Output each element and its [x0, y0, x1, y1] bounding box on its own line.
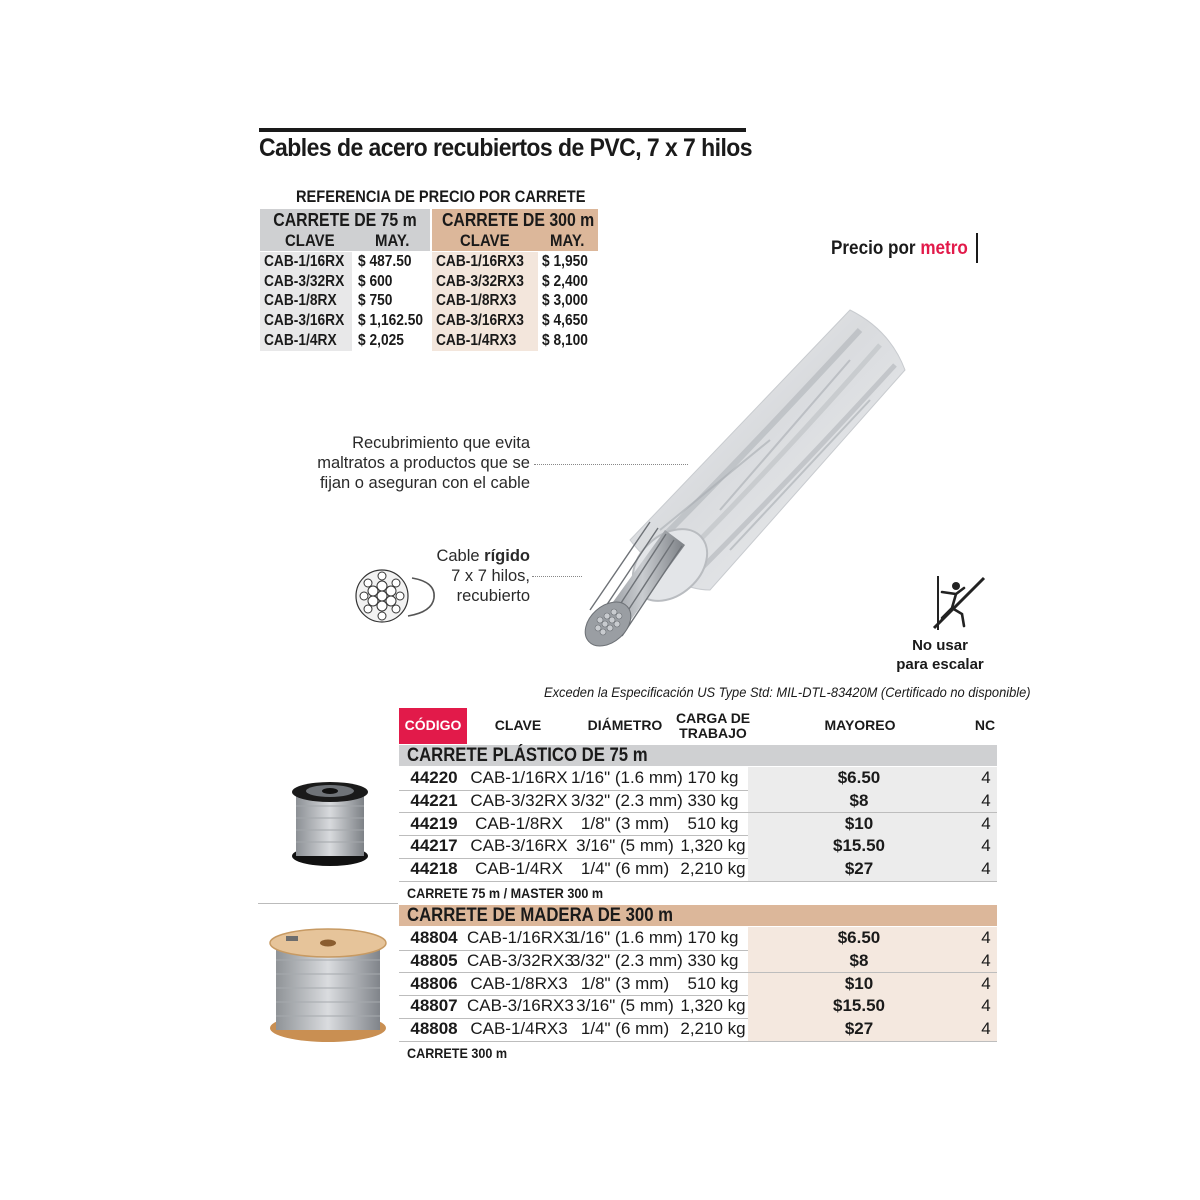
price-per-prefix: Precio por	[831, 238, 921, 259]
cell-code: 48804	[410, 928, 458, 947]
price-per-divider	[976, 233, 978, 263]
cell-diameter: 3/16" (5 mm)	[576, 996, 674, 1016]
reel300-price-label: MAY.	[550, 231, 585, 250]
cell-nc: 4	[981, 996, 991, 1016]
cell-price: $6.50	[837, 928, 881, 947]
no-climbing-warning	[892, 636, 988, 674]
cell-nc: 4	[981, 950, 991, 970]
reel300-row-key: CAB-3/16RX3	[436, 312, 524, 330]
reel300-key-label: CLAVE	[460, 231, 510, 250]
cell-code: 44221	[410, 790, 458, 810]
cell-key: CAB-1/16RX	[470, 768, 568, 787]
title-rule	[259, 128, 746, 132]
cell-diameter: 3/32" (2.3 mm)	[571, 950, 683, 970]
col-header-code-label: CÓDIGO	[404, 717, 462, 733]
reel300-row-key: CAB-1/4RX3	[436, 331, 517, 349]
reel75-row-price: $ 487.50	[358, 253, 412, 270]
reel75-row-key: CAB-1/4RX	[264, 331, 337, 349]
plastic-reel-image	[290, 776, 370, 868]
cell-nc: 4	[981, 973, 991, 993]
cell-price: $15.50	[833, 996, 885, 1016]
reel300-header	[432, 209, 598, 251]
table-row	[399, 835, 997, 859]
reel300-title: CARRETE DE 300 m	[441, 210, 595, 230]
cell-price: $8	[849, 790, 869, 810]
cable-callout-line2: 7 x 7 hilos,	[451, 567, 530, 585]
wooden-reel-image	[268, 926, 388, 1044]
cell-code: 44219	[410, 813, 458, 833]
reel300-row	[432, 253, 598, 273]
cell-diameter: 1/16" (1.6 mm)	[571, 768, 683, 787]
reel75-row	[260, 332, 430, 352]
coating-callout-line1: Recubrimiento que evita	[352, 434, 530, 452]
price-per-unit	[831, 238, 968, 260]
section-divider	[258, 903, 398, 904]
table-row	[399, 767, 997, 791]
cell-code: 44218	[410, 859, 458, 879]
cell-nc: 4	[981, 813, 991, 833]
coating-leader-line	[534, 464, 688, 465]
table-row	[399, 995, 997, 1019]
reel75-row-key: CAB-1/16RX	[264, 253, 345, 270]
table-row	[399, 950, 997, 974]
cell-diameter: 1/4" (6 mm)	[580, 859, 670, 879]
reel75-row-key: CAB-3/32RX	[264, 272, 345, 290]
cell-diameter: 3/32" (2.3 mm)	[571, 790, 683, 810]
table-row	[399, 858, 997, 882]
cell-price: $8	[849, 950, 869, 970]
col-header-load	[676, 711, 750, 741]
cell-key: CAB-3/16RX	[470, 836, 568, 856]
table-row	[399, 813, 997, 837]
coating-callout-line3: fijan o aseguran con el cable	[319, 474, 530, 492]
coating-callout-line2: maltratos a productos que se	[317, 454, 530, 472]
col-header-code	[399, 708, 467, 744]
cell-key: CAB-1/4RX3	[470, 1019, 568, 1039]
cell-key: CAB-3/32RX3	[467, 950, 574, 970]
table-row	[399, 1018, 997, 1042]
reel300-row-price: $ 1,950	[542, 253, 588, 270]
reel75-header	[260, 209, 430, 251]
cell-code: 48808	[410, 1019, 458, 1039]
cable-callout-line3: recubierto	[456, 587, 530, 605]
reel300-row-price: $ 2,400	[542, 272, 588, 290]
no-climbing-icon	[928, 574, 988, 632]
reel75-row-key: CAB-3/16RX	[264, 312, 345, 330]
cell-diameter: 3/16" (5 mm)	[576, 836, 674, 856]
cell-key: CAB-3/16RX3	[467, 996, 574, 1016]
cell-load: 330 kg	[687, 790, 739, 810]
reel75-row-price: $ 600	[358, 272, 393, 290]
reel300-row-price: $ 4,650	[542, 312, 588, 330]
cell-diameter: 1/8" (3 mm)	[580, 813, 670, 833]
coating-callout	[317, 433, 530, 493]
section-wood-reel	[399, 905, 997, 926]
cell-nc: 4	[981, 1019, 991, 1039]
cell-price: $27	[844, 1019, 874, 1039]
col-header-load-line1: CARGA DE	[676, 710, 751, 726]
table-row	[399, 927, 997, 951]
section-wood-reel-title: CARRETE DE MADERA DE 300 m	[407, 905, 674, 926]
cell-load: 510 kg	[687, 813, 739, 833]
cable-cross-section-icon	[352, 566, 442, 626]
cell-price: $27	[844, 859, 874, 879]
cable-callout	[436, 546, 530, 606]
reel300-row-key: CAB-1/16RX3	[436, 253, 524, 270]
cell-diameter: 1/8" (3 mm)	[580, 973, 670, 993]
col-header-diameter: DIÁMETRO	[587, 717, 663, 733]
reel75-row	[260, 312, 430, 332]
reel75-key-label: CLAVE	[285, 231, 335, 250]
cell-load: 330 kg	[687, 950, 739, 970]
reel75-price-label: MAY.	[375, 231, 410, 250]
table-row	[399, 790, 997, 814]
cell-code: 48805	[410, 950, 458, 970]
cell-nc: 4	[981, 928, 991, 947]
cell-price: $15.50	[833, 836, 885, 856]
section-plastic-reel	[399, 745, 997, 766]
reel75-row-price: $ 2,025	[358, 331, 404, 349]
cell-nc: 4	[981, 859, 991, 879]
spec-note: Exceden la Especificación US Type Std: MIL-DTL-83420M (Certificado no disponible)	[544, 684, 1031, 700]
coated-cable-image	[560, 290, 920, 650]
col-header-price: MAYOREO	[824, 717, 896, 733]
cell-nc: 4	[981, 836, 991, 856]
reel300-row-key: CAB-3/32RX3	[436, 272, 524, 290]
reel75-row-price: $ 750	[358, 292, 393, 310]
cable-callout-pre: Cable	[436, 547, 485, 565]
table-row	[399, 973, 997, 997]
reel75-row	[260, 292, 430, 312]
cell-key: CAB-3/32RX	[470, 790, 568, 810]
reel-reference-title: REFERENCIA DE PRECIO POR CARRETE	[296, 187, 586, 206]
cable-leader-line	[532, 576, 582, 577]
cell-code: 48807	[410, 996, 458, 1016]
no-climbing-line2: para escalar	[896, 656, 984, 673]
reel75-row	[260, 273, 430, 293]
no-climbing-line1: No usar	[912, 637, 968, 654]
plastic-reel-footer: CARRETE 75 m / MASTER 300 m	[407, 885, 604, 901]
cell-code: 44217	[410, 836, 458, 856]
reel75-row-price: $ 1,162.50	[358, 312, 424, 330]
cable-callout-bold: rígido	[484, 547, 530, 565]
cell-nc: 4	[981, 790, 991, 810]
reel300-row-key: CAB-1/8RX3	[436, 292, 517, 310]
page-title: Cables de acero recubiertos de PVC, 7 x 7 hilos	[259, 134, 753, 162]
cell-price: $10	[844, 813, 874, 833]
reel300-row-price: $ 8,100	[542, 331, 588, 349]
cell-load: 170 kg	[687, 768, 739, 787]
reel75-title: CARRETE DE 75 m	[273, 210, 417, 230]
wood-reel-footer: CARRETE 300 m	[407, 1045, 508, 1061]
section-plastic-reel-title: CARRETE PLÁSTICO DE 75 m	[407, 745, 648, 766]
cell-load: 510 kg	[687, 973, 739, 993]
cell-diameter: 1/16" (1.6 mm)	[571, 928, 683, 947]
cell-load: 1,320 kg	[680, 996, 746, 1016]
col-header-load-line2: TRABAJO	[679, 725, 747, 741]
reel75-row-key: CAB-1/8RX	[264, 292, 337, 310]
cell-code: 48806	[410, 973, 458, 993]
cell-load: 1,320 kg	[680, 836, 746, 856]
cell-diameter: 1/4" (6 mm)	[580, 1019, 670, 1039]
reel75-row	[260, 253, 430, 273]
cell-price: $6.50	[837, 768, 881, 787]
cell-key: CAB-1/16RX3	[467, 928, 574, 947]
price-per-unit-highlight: metro	[920, 238, 968, 259]
cell-price: $10	[844, 973, 874, 993]
cell-load: 2,210 kg	[680, 859, 746, 879]
col-header-nc: NC	[974, 717, 996, 733]
cell-nc: 4	[981, 768, 991, 787]
cell-code: 44220	[410, 768, 458, 787]
cell-load: 2,210 kg	[680, 1019, 746, 1039]
reel300-row-price: $ 3,000	[542, 292, 588, 310]
cell-key: CAB-1/8RX3	[470, 973, 568, 993]
cell-key: CAB-1/8RX	[475, 813, 563, 833]
cell-load: 170 kg	[687, 928, 739, 947]
col-header-key: CLAVE	[494, 717, 542, 733]
cell-key: CAB-1/4RX	[475, 859, 563, 879]
